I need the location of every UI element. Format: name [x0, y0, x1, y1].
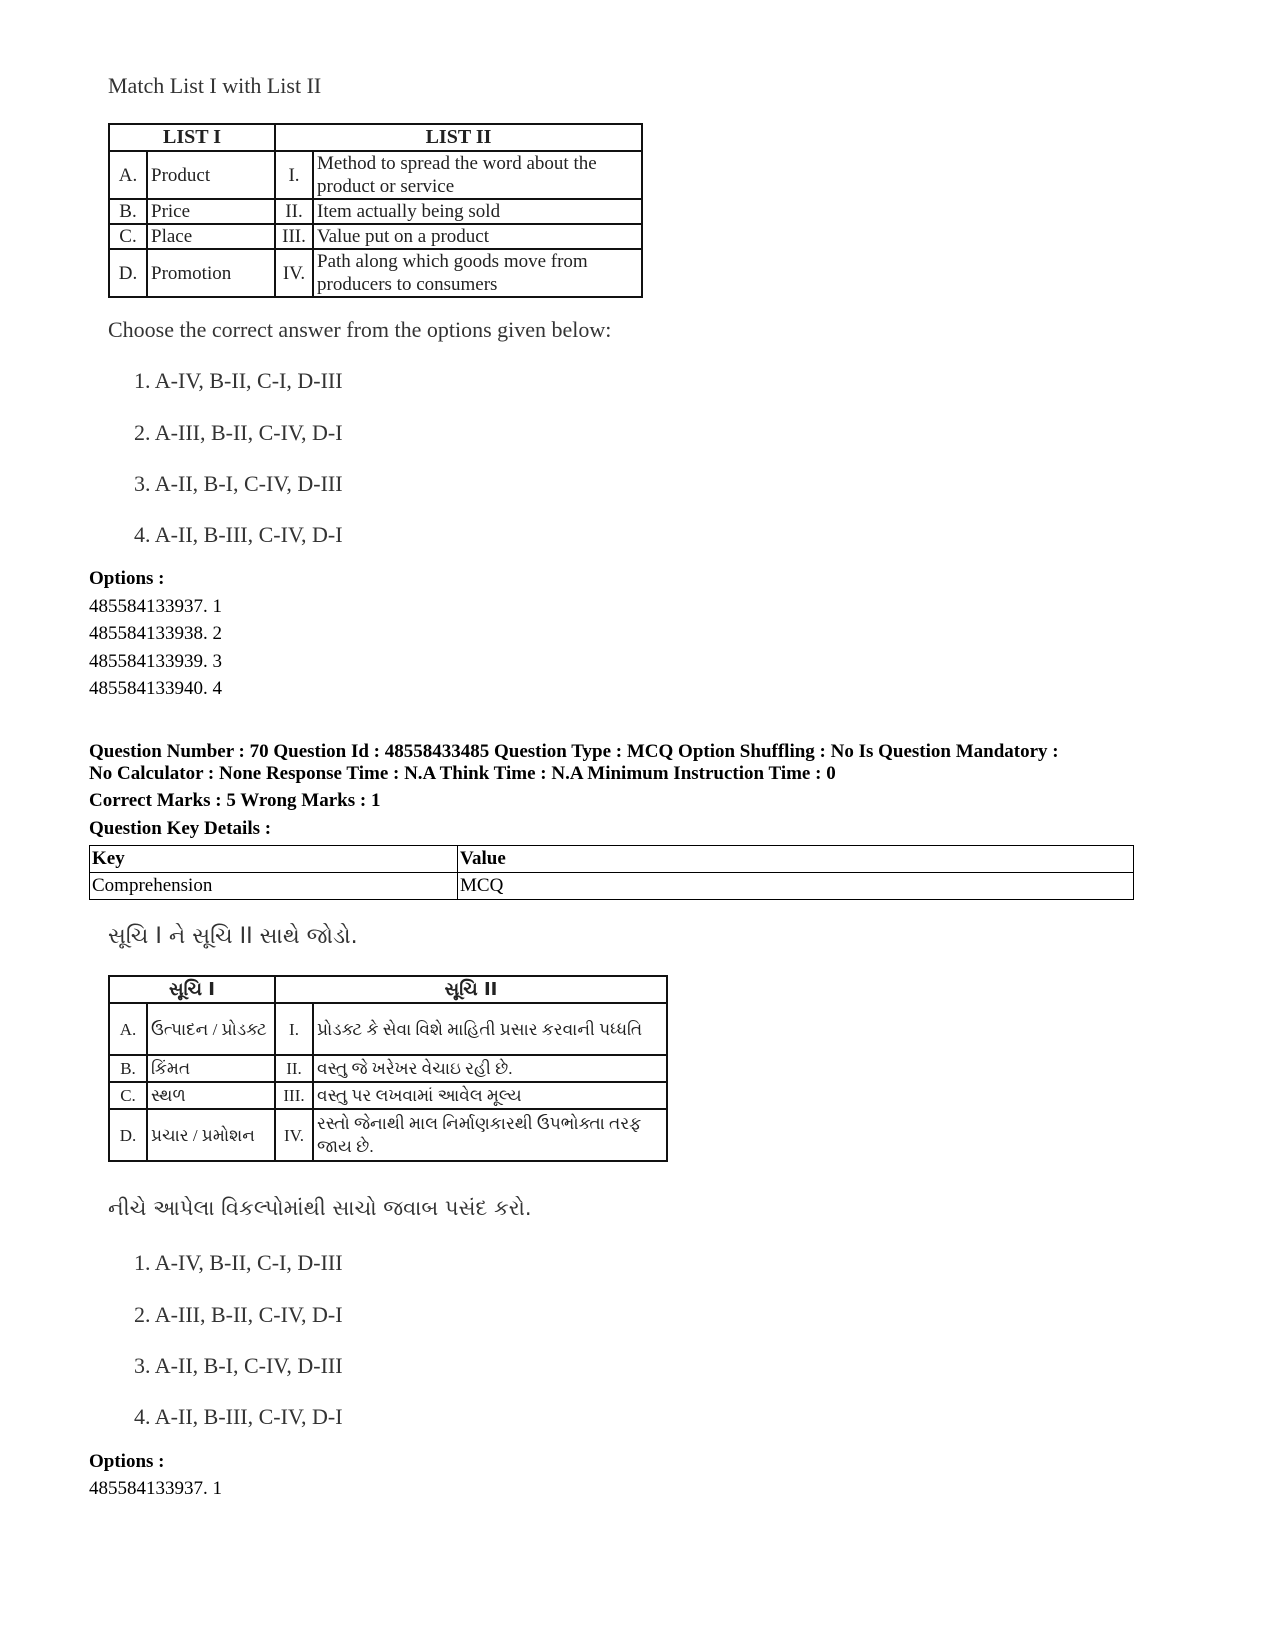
table-row — [109, 151, 642, 199]
question-instruction: Match List I with List II — [108, 73, 322, 98]
row-letter: D. — [109, 1109, 147, 1161]
row-description: Item actually being sold — [313, 199, 642, 224]
option-line: 485584133939. 3 — [89, 651, 222, 672]
row-item: Product — [147, 151, 275, 199]
question-instruction-gujarati: સૂચિ I ને સૂચિ II સાથે જોડો. — [108, 924, 358, 949]
question-meta-line2: No Calculator : None Response Time : N.A Think Time : N.A Minimum Instruction Time : 0 — [89, 763, 836, 784]
row-description: Path along which goods move from producers to consumers — [313, 249, 642, 297]
list-i-header: સૂચિ I — [109, 976, 275, 1003]
key-details-table — [89, 845, 1134, 900]
match-table-english — [108, 123, 643, 298]
row-description: Method to spread the word about the product or service — [313, 151, 642, 199]
row-numeral: II. — [275, 199, 313, 224]
row-numeral: II. — [275, 1055, 313, 1082]
choose-instruction-gujarati: નીચે આપેલા વિકલ્પોમાંથી સાચો જવાબ પસંદ કરો. — [108, 1196, 532, 1220]
options-label: Options : — [89, 1451, 165, 1472]
row-description: Value put on a product — [313, 224, 642, 249]
table-row — [109, 224, 642, 249]
key-details-label: Question Key Details : — [89, 818, 272, 839]
value-cell: MCQ — [458, 873, 1134, 900]
row-item: સ્થળ — [147, 1082, 275, 1109]
row-item: Promotion — [147, 249, 275, 297]
choice-item: 4. A-II, B-III, C-IV, D-I — [134, 1404, 343, 1429]
table-row — [109, 249, 642, 297]
row-numeral: IV. — [275, 1109, 313, 1161]
row-numeral: IV. — [275, 249, 313, 297]
row-letter: B. — [109, 199, 147, 224]
row-description: વસ્તુ પર લખવામાં આવેલ મૂલ્ય — [313, 1082, 667, 1109]
choice-item: 1. A-IV, B-II, C-I, D-III — [134, 1250, 343, 1275]
choose-instruction: Choose the correct answer from the options given below: — [108, 317, 612, 342]
option-line: 485584133937. 1 — [89, 1478, 222, 1499]
list-i-header: LIST I — [109, 124, 275, 151]
choice-item: 1. A-IV, B-II, C-I, D-III — [134, 368, 343, 393]
row-item: કિંમત — [147, 1055, 275, 1082]
table-row — [109, 1082, 667, 1109]
row-numeral: III. — [275, 224, 313, 249]
key-table-header — [90, 846, 1134, 873]
row-letter: C. — [109, 224, 147, 249]
key-header: Key — [90, 846, 458, 873]
key-cell: Comprehension — [90, 873, 458, 900]
question-meta-line1: Question Number : 70 Question Id : 48558433485 Question Type : MCQ Option Shuffling : No Is Question Mandatory : — [89, 741, 1059, 762]
row-letter: C. — [109, 1082, 147, 1109]
choice-item: 3. A-II, B-I, C-IV, D-III — [134, 471, 343, 496]
row-letter: B. — [109, 1055, 147, 1082]
table-row — [109, 199, 642, 224]
table-header-row — [109, 124, 642, 151]
row-description: પ્રોડક્ટ કે સેવા વિશે માહિતી પ્રસાર કરવાની પધ્ધતિ — [313, 1003, 667, 1055]
row-item: Price — [147, 199, 275, 224]
options-label: Options : — [89, 568, 165, 589]
choice-item: 3. A-II, B-I, C-IV, D-III — [134, 1353, 343, 1378]
row-letter: A. — [109, 1003, 147, 1055]
row-description: વસ્તુ જે ખરેખર વેચાઇ રહી છે. — [313, 1055, 667, 1082]
row-letter: D. — [109, 249, 147, 297]
match-table-gujarati — [108, 975, 668, 1162]
row-letter: A. — [109, 151, 147, 199]
choice-item: 2. A-III, B-II, C-IV, D-I — [134, 1302, 343, 1327]
table-header-row — [109, 976, 667, 1003]
table-row — [109, 1055, 667, 1082]
row-item: ઉત્પાદન / પ્રોડક્ટ — [147, 1003, 275, 1055]
row-item: પ્રચાર / પ્રમોશન — [147, 1109, 275, 1161]
option-line: 485584133937. 1 — [89, 596, 222, 617]
row-item: Place — [147, 224, 275, 249]
list-ii-header: સૂચિ II — [275, 976, 667, 1003]
row-numeral: I. — [275, 1003, 313, 1055]
choice-item: 2. A-III, B-II, C-IV, D-I — [134, 420, 343, 445]
key-table-row — [90, 873, 1134, 900]
row-description: રસ્તો જેનાથી માલ નિર્માણકારથી ઉપભોક્તા તરફ જાય છે. — [313, 1109, 667, 1161]
list-ii-header: LIST II — [275, 124, 642, 151]
choice-item: 4. A-II, B-III, C-IV, D-I — [134, 522, 343, 547]
option-line: 485584133938. 2 — [89, 623, 222, 644]
option-line: 485584133940. 4 — [89, 678, 222, 699]
marks-line: Correct Marks : 5 Wrong Marks : 1 — [89, 790, 381, 811]
value-header: Value — [458, 846, 1134, 873]
row-numeral: III. — [275, 1082, 313, 1109]
table-row — [109, 1003, 667, 1055]
table-row — [109, 1109, 667, 1161]
row-numeral: I. — [275, 151, 313, 199]
